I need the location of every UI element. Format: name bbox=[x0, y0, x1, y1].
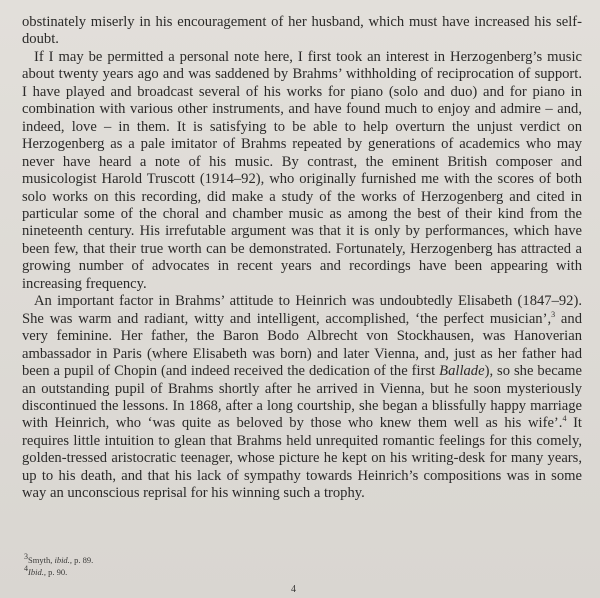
paragraph-text: ), so she became an outstanding pupil of Brahms shortly after he arrived in Vienna, but he soon mysteriously discontinued the lessons. In 1868, after a long courtship, she began a blissfully happy marriage with Heinrich, who ‘was quite as beloved by those who knew them well as his wife’. bbox=[22, 363, 582, 432]
footnote bbox=[24, 554, 93, 566]
paragraph-text: An important factor in Brahms’ attitude to Heinrich was undoubtedly Elisabeth (1847–92). She was warm and radiant, witty and intelligent, accomplished, ‘the perfect musician’, bbox=[22, 293, 582, 327]
paragraph-text: and very feminine. Her father, the Baron Bodo Albrecht von Stockhausen, was Hanoverian ambassador in Paris (where Elisabeth was born) and later Vienna, and, just as her father had been a pupil of Chopin (and indeed received the dedication of the first bbox=[22, 310, 582, 380]
footnote-ibid: Ibid. bbox=[28, 567, 44, 577]
footnote-text: , p. 89. bbox=[69, 555, 94, 565]
paragraph-elisabeth bbox=[22, 293, 582, 502]
footnotes bbox=[24, 554, 93, 578]
footnote bbox=[24, 566, 93, 578]
footnote-text: Smyth, bbox=[28, 555, 55, 565]
paragraph-continuation: obstinately miserly in his encouragement of her husband, which must have increased his self-doubt. bbox=[22, 14, 582, 48]
footnote-ibid: ibid. bbox=[54, 555, 70, 565]
footnote-marker: 3 bbox=[24, 552, 28, 562]
body-text bbox=[22, 14, 582, 503]
paragraph-personal-note: If I may be permitted a personal note here, I first took an interest in Herzogenberg’s music about twenty years ago and was saddened by Brahms’ withholding of reciprocation of support. I have played and broadcast several of his works for piano (solo and duo) and for piano in combination with various other instruments, and have found much to enjoy and admire – and, indeed, love – in them. It is satisfying to be able to help overturn the unjust verdict on Herzogenberg as a pale imitator of Brahms repeated by generations of academics who may never have heard a note of his music. By contrast, the eminent British composer and musicologist Harold Truscott (1914–92), who originally furnished me with the scores of both solo works on this recording, did make a study of the works of Herzogenberg and cited in particular some of the choral and chamber music as among the best of their kind from the nineteenth century. His irrefutable argument was that it is only by performances, which have been few, that their true worth can be demonstrated. Fortunately, Herzogenberg has attracted a growing number of advocates in recent years and recordings have been appearing with increasing frequency. bbox=[22, 48, 582, 292]
footnote-marker: 4 bbox=[24, 564, 28, 574]
paragraph-text: It requires little intuition to glean that Brahms held unrequited romantic feelings for this comely, golden-tressed aristocratic teenager, whose picture he kept on his writing-desk for many years, up to his death, and that his lack of sympathy towards Heinrich’s compositions was in some way an unconscious reprisal for his winning such a trophy. bbox=[22, 415, 582, 502]
footnote-ref: 4 bbox=[562, 414, 567, 424]
ballade-title: Ballade bbox=[439, 363, 485, 380]
page-number: 4 bbox=[291, 584, 296, 595]
footnote-text: , p. 90. bbox=[43, 567, 68, 577]
footnote-ref: 3 bbox=[551, 309, 556, 319]
